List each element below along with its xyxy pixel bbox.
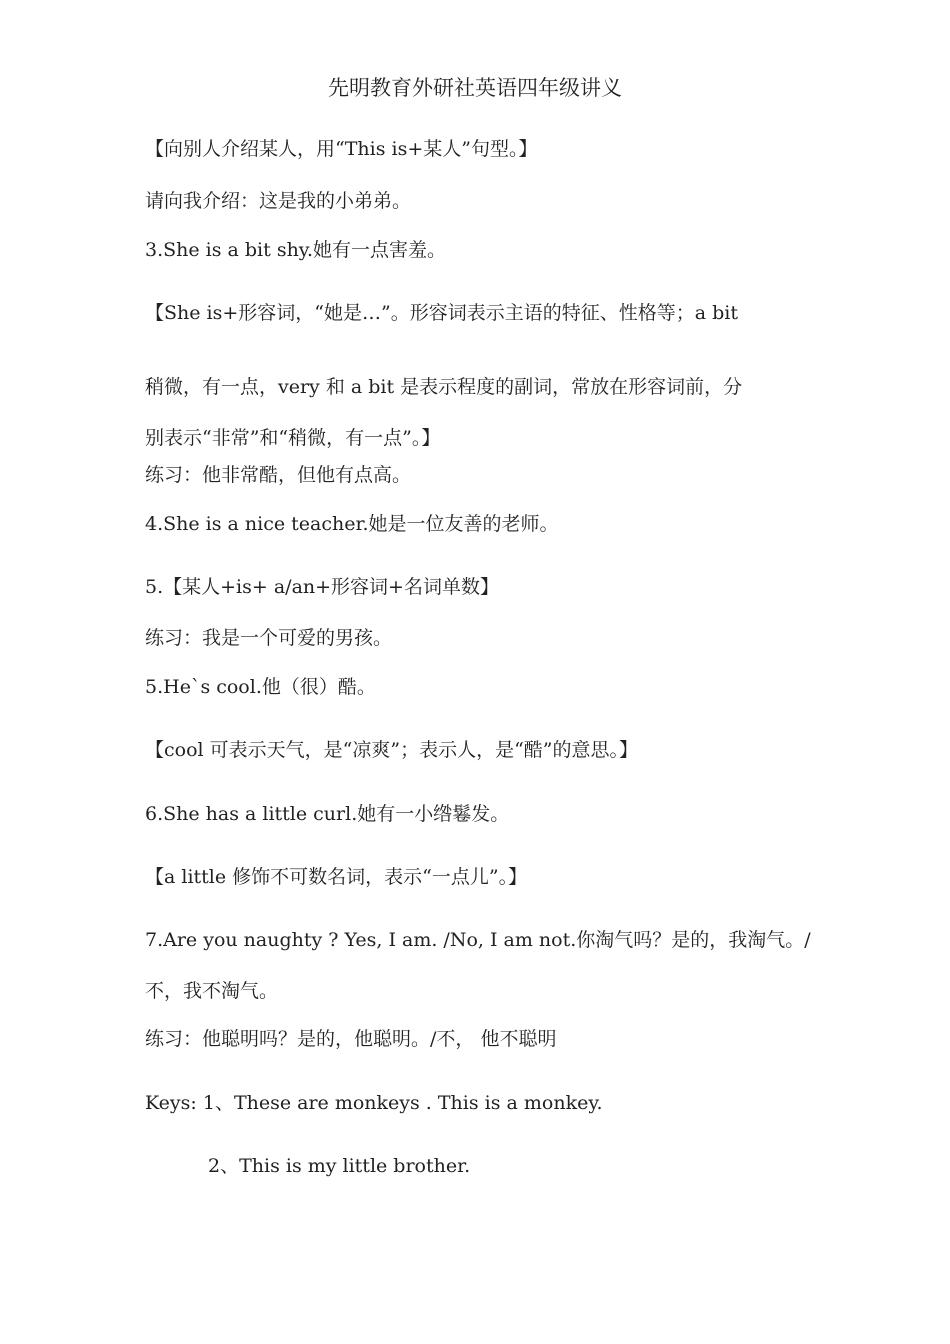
text-line-17: 练习：他聪明吗？是的，他聪明。/不， 他不聪明 [145,1028,557,1050]
text-line-11: 5.He`s cool.他（很）酷。 [145,676,376,698]
text-line-8: 4.She is a nice teacher.她是一位友善的老师。 [145,513,559,535]
text-line-7: 练习：他非常酷，但他有点高。 [145,464,412,486]
text-line-12: 【cool 可表示天气，是“凉爽”；表示人，是“酷”的意思。】 [145,739,638,761]
text-line-19: 2、This is my little brother. [208,1155,471,1177]
text-line-6: 别表示“非常”和“稍微，有一点”。】 [145,427,441,449]
page-title: 先明教育外研社英语四年级讲义 [328,76,622,100]
text-line-4: 【She is+形容词，“她是…”。形容词表示主语的特征、性格等；a bit [145,302,738,324]
text-line-16: 不，我不淘气。 [145,980,279,1002]
text-line-2: 请向我介绍：这是我的小弟弟。 [145,190,412,212]
text-line-15: 7.Are you naughty ? Yes, I am. /No, I am not.你淘气吗？是的，我淘气。/ [145,929,811,951]
text-line-1: 【向别人介绍某人，用“This is+某人”句型。】 [145,138,538,160]
text-line-13: 6.She has a little curl.她有一小绺鬈发。 [145,803,510,825]
text-line-18: Keys: 1、These are monkeys . This is a monkey. [145,1092,603,1114]
text-line-5: 稍微，有一点，very 和 a bit 是表示程度的副词，常放在形容词前，分 [145,376,743,398]
text-line-9: 5.【某人+is+ a/an+形容词+名词单数】 [145,576,499,598]
text-line-14: 【a little 修饰不可数名词，表示“一点儿”。】 [145,866,528,888]
text-line-10: 练习：我是一个可爱的男孩。 [145,627,393,649]
text-line-3: 3.She is a bit shy.她有一点害羞。 [145,239,447,261]
